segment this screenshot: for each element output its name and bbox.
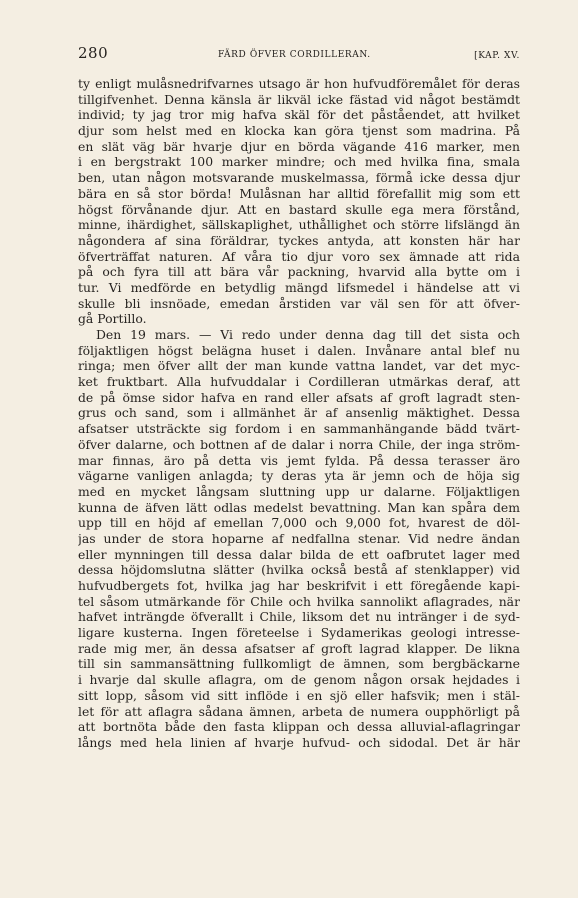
text-line: de på ömse sidor hafva en rand eller afsats af groft lagradt sten- <box>78 389 520 405</box>
text-line: afsatser utsträckte sig fordom i en sammanhängande bädd tvärt- <box>78 421 520 437</box>
text-line: en slät väg bär hvarje djur en börda vägande 416 marker, men <box>78 138 520 154</box>
text-line: att bortnöta både den fasta klippan och dessa alluvial-aflagringar <box>78 719 520 735</box>
text-line: individ; ty jag tror mig hafva skäl för det påståendet, att hvilket <box>78 107 520 123</box>
text-line: ty enligt mulåsnedrifvarnes utsago är hon hufvudföremålet för deras <box>78 76 520 91</box>
text-line: i en bergstrakt 100 marker mindre; och med hvilka fina, smala <box>78 154 520 170</box>
text-line: vägarne vanligen anlagda; ty deras yta är jemn och de höja sig <box>78 468 520 484</box>
text-line: i hvarje dal skulle aflagra, om de genom någon orsak hejdades i <box>78 672 520 688</box>
text-line: ket fruktbart. Alla hufvuddalar i Cordilleran utmärkas deraf, att <box>78 374 520 390</box>
body-text <box>78 76 520 751</box>
text-line: långs med hela linien af hvarje hufvud- och sidodal. Det är här <box>78 734 520 750</box>
text-line: på och fyra till att bära vår packning, hvarvid alla bytte om i <box>78 264 520 280</box>
text-line: tillgifvenhet. Denna känsla är likväl icke fästad vid något bestämdt <box>78 91 520 107</box>
text-line: let för att aflagra sådana ämnen, arbeta de numera oupphörligt på <box>78 703 520 719</box>
text-line: öfverträffat naturen. Af våra tio djur voro sex ämnade att rida <box>78 248 520 264</box>
text-line: mar finnas, äro på detta vis jemt fylda. På dessa terasser äro <box>78 452 520 468</box>
text-line: följaktligen högst belägna huset i dalen. Invånare antal blef nu <box>78 342 520 358</box>
text-line: grus och sand, som i allmänhet är af ansenlig mäktighet. Dessa <box>78 405 520 421</box>
text-line: sitt lopp, såsom vid sitt inflöde i en sjö eller hafsvik; men i stäl- <box>78 687 520 703</box>
text-line: med en mycket långsam sluttning upp ur dalarne. Följaktligen <box>78 483 520 499</box>
text-line: gå Portillo. <box>78 311 147 327</box>
page-number: 280 <box>78 44 109 62</box>
text-line-paragraph-start: Den 19 mars. — Vi redo under denna dag till det sista och <box>96 327 520 342</box>
text-line: hufvudbergets fot, hvilka jag har beskrifvit i ett föregående kapi- <box>78 578 520 593</box>
text-line: kunna de äfven lätt odlas medelst bevattning. Man kan spåra dem <box>78 499 520 515</box>
text-line: bära en så stor börda! Mulåsnan har alltid förefallit mig som ett <box>78 185 520 201</box>
text-line: till sin sammansättning fullkomligt de ämnen, som bergbäckarne <box>78 656 520 672</box>
text-line: ligare kusterna. Ingen företeelse i Sydamerikas geologi intresse- <box>78 625 520 641</box>
text-line: jas under de stora hoparne af nedfallna stenar. Vid nedre ändan <box>78 530 520 546</box>
text-line: högst förvånande djur. Att en bastard skulle ega mera förstånd, <box>78 201 520 217</box>
text-line: eller mynningen till dessa dalar bilda de ett oafbrutet lager med <box>78 546 520 562</box>
text-line: hafvet inträngde öfverallt i Chile, liksom det nu intränger i de syd- <box>78 609 520 625</box>
text-line: ben, utan någon motsvarande muskelmassa, förmå icke dessa djur <box>78 170 520 186</box>
text-line: minne, ihärdighet, sällskaplighet, uthållighet och större lifslängd än <box>78 217 520 233</box>
text-line: ringa; men öfver allt der man kunde vattna landet, var det myc- <box>78 358 520 374</box>
text-line: tel såsom utmärkande för Chile och hvilka sannolikt aflagrades, när <box>78 593 520 609</box>
text-line: dessa höjdomslutna slätter (hvilka också bestå af stenklapper) vid <box>78 562 520 578</box>
text-line: skulle bli insnöade, emedan årstiden var väl sen för att öfver- <box>78 295 520 311</box>
running-title: FÄRD ÖFVER CORDILLERAN. <box>218 50 371 60</box>
text-line: tur. Vi medförde en betydlig mängd lifsmedel i händelse att vi <box>78 279 520 295</box>
page-header <box>78 44 520 66</box>
text-line: rade mig mer, än dessa afsatser af groft lagrad klapper. De likna <box>78 640 520 656</box>
text-line: öfver dalarne, och bottnen af de dalar i norra Chile, der inga ström- <box>78 436 520 452</box>
text-line: djur som helst med en klocka kan göra tjenst som madrina. På <box>78 123 520 139</box>
text-line: upp till en höjd af emellan 7,000 och 9,000 fot, hvarest de döl- <box>78 515 520 531</box>
text-line: någondera af sina föräldrar, tyckes antyda, att konsten här har <box>78 232 520 248</box>
chapter-reference: [KAP. XV. <box>474 51 520 61</box>
